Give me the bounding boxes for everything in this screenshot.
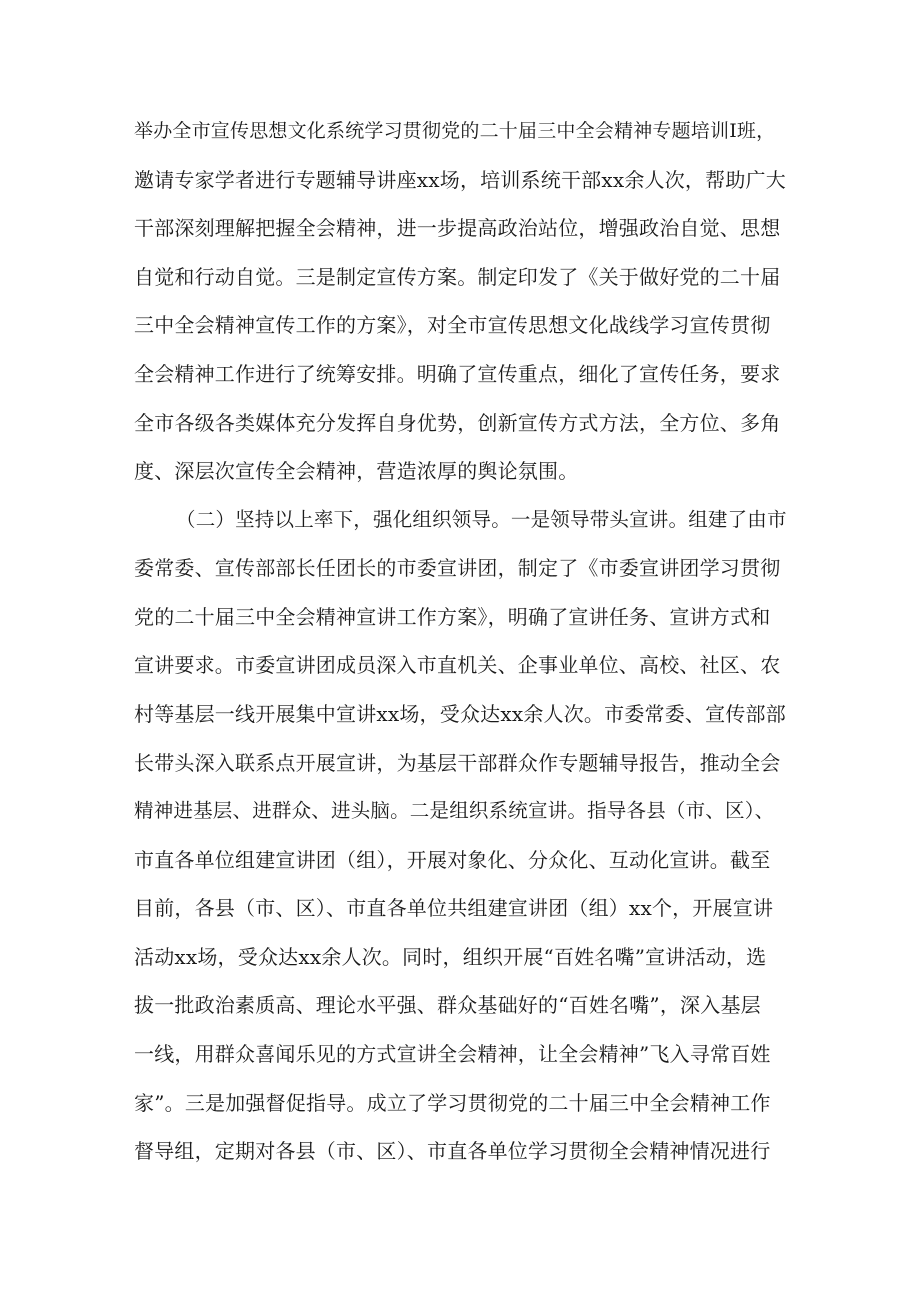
text-line: 全会精神工作进行了统筹安排。明确了宣传重点，细化了宣传任务，要求 xyxy=(134,362,781,386)
text-line: 家”。三是加强督促指导。成立了学习贯彻党的二十届三中全会精神工作 xyxy=(134,1091,771,1115)
text-line: 自觉和行动自觉。三是制定宣传方案。制定印发了《关于做好党的二十届 xyxy=(134,265,781,289)
text-line: 党的二十届三中全会精神宣讲工作方案》，明确了宣讲任务、宣讲方式和 xyxy=(134,605,771,629)
text-line: 宣讲要求。市委宣讲团成员深入市直机关、企事业单位、高校、社区、农 xyxy=(134,653,781,677)
text-line: 活动xx场，受众达xx余人次。同时，组织开展“百姓名嘴”宣讲活动，选 xyxy=(134,945,767,969)
text-line: 全市各级各类媒体充分发挥自身优势，创新宣传方式方法，全方位、多角 xyxy=(134,411,781,435)
text-line: 督导组，定期对各县（市、区）、市直各单位学习贯彻全会精神情况进行 xyxy=(134,1139,771,1163)
text-line: 邀请专家学者进行专题辅导讲座xx场，培训系统干部xx余人次，帮助广大 xyxy=(134,168,786,192)
text-line: 举办全市宣传思想文化系统学习贯彻党的二十届三中全会精神专题培训I班， xyxy=(134,120,776,142)
text-line: 目前，各县（市、区）、市直各单位共组建宣讲团（组）xx个，开展宣讲 xyxy=(134,896,774,920)
text-line: 市直各单位组建宣讲团（组），开展对象化、分众化、互动化宣讲。截至 xyxy=(134,848,771,872)
text-line: 干部深刻理解把握全会精神，进一步提高政治站位，增强政治自觉、思想 xyxy=(134,216,781,240)
text-line: 委常委、宣传部部长任团长的市委宣讲团，制定了《市委宣讲团学习贯彻 xyxy=(134,556,781,580)
text-line: 拔一批政治素质高、理论水平强、群众基础好的“百姓名嘴”，深入基层 xyxy=(134,993,761,1017)
text-line: 村等基层一线开展集中宣讲xx场，受众达xx余人次。市委常委、宣传部部 xyxy=(134,702,786,726)
text-line: 一线，用群众喜闻乐见的方式宣讲全会精神，让全会精神”飞入寻常百姓 xyxy=(134,1042,771,1066)
text-line: 精神进基层、进群众、进头脑。二是组织系统宣讲。指导各县（市、区）、 xyxy=(134,799,775,822)
text-line: 度、深层次宣传全会精神，营造浓厚的舆论氛围。 xyxy=(134,459,579,483)
text-line: 三中全会精神宣传工作的方案》，对全市宣传思想文化战线学习宣传贯彻 xyxy=(134,313,771,337)
paragraph-heading-line: （二）坚持以上率下，强化组织领导。一是领导带头宣讲。组建了由市 xyxy=(176,508,787,531)
text-line: 长带头深入联系点开展宣讲，为基层干部群众作专题辅导报告，推动全会 xyxy=(134,751,781,775)
